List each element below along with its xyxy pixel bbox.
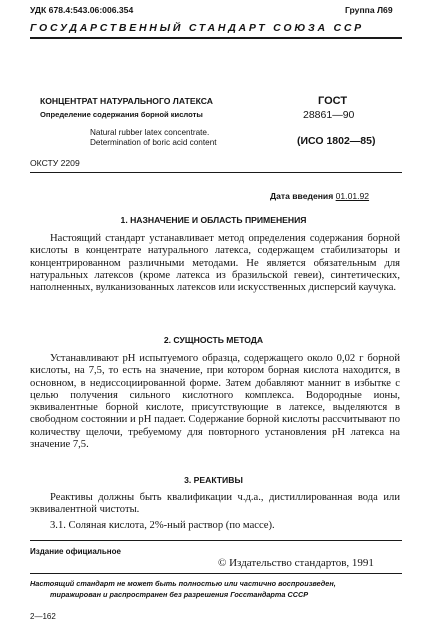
footer-rule	[30, 540, 402, 541]
title-english-1: Natural rubber latex concentrate.	[90, 128, 210, 137]
section-3-text: Реактивы должны быть квалификации ч.д.а., дистиллированная вода или эквивалентной чистоты.	[30, 492, 400, 516]
page-code: 2—162	[30, 612, 56, 621]
gost-label: ГОСТ	[318, 95, 348, 107]
notice-line-2: тиражирован и распространен без разрешения Госстандарта СССР	[50, 590, 309, 599]
title-main: КОНЦЕНТРАТ НАТУРАЛЬНОГО ЛАТЕКСА	[40, 96, 213, 106]
section-2-heading: 2. СУЩНОСТЬ МЕТОДА	[163, 335, 264, 345]
copyright: © Издательство стандартов, 1991	[218, 557, 374, 569]
official-edition: Издание официальное	[30, 547, 121, 556]
effective-date	[270, 191, 369, 201]
section-1-text: Настоящий стандарт устанавливает метод определения содержания борной кислоты в концентрате натурального латекса, содержащем стабилизаторы и концентрированном различными методами. Не является обязательным для натуральных латексов (кроме латекса из бразильской гевеи), синтетических, наполненных, вулканизованных латексов или искусственных дисперсий каучука.	[30, 233, 400, 294]
iso-reference: (ИСО 1802—85)	[297, 135, 376, 147]
title-rule	[30, 172, 402, 173]
gost-number: 28861—90	[303, 109, 355, 121]
title-english-2: Determination of boric acid content	[90, 138, 217, 147]
council-heading: ГОСУДАРСТВЕННЫЙ СТАНДАРТ СОЮЗА ССР	[30, 22, 364, 34]
top-rule	[30, 37, 402, 39]
title-sub: Определение содержания борной кислоты	[40, 110, 203, 119]
okstu-code: ОКСТУ 2209	[30, 158, 80, 168]
section-1-heading: 1. НАЗНАЧЕНИЕ И ОБЛАСТЬ ПРИМЕНЕНИЯ	[120, 215, 307, 225]
section-3-heading: 3. РЕАКТИВЫ	[184, 475, 243, 485]
udk-code: УДК 678.4:543.06:006.354	[30, 5, 134, 15]
date-value: 01.01.92	[335, 191, 370, 201]
section-2-text: Устанавливают pH испытуемого образца, содержащего около 0,02 г борной кислоты, на 7,5, то есть на значение, при котором борная кислота находится, в основном, в недиссоциированной форме. Затем добавляют маннит в избытке с целью получения сильного кислотного комплекса. Водородные ионы, эквивалентные борной кислоте, присутствующие в латексе, выделяются в свободном состоянии и pH падает. Содержание борной кислоты рассчитывают по количеству щелочи, требуемому для повторного установления pH латекса на значение 7,5.	[30, 353, 400, 451]
notice-line-1: Настоящий стандарт не может быть полностью или частично воспроизведен,	[30, 579, 336, 588]
copyright-rule	[30, 573, 402, 574]
date-label: Дата введения	[270, 191, 334, 201]
group-code: Группа Л69	[345, 5, 393, 15]
section-3-item-1: 3.1. Соляная кислота, 2%-ный раствор (по массе).	[50, 520, 275, 531]
